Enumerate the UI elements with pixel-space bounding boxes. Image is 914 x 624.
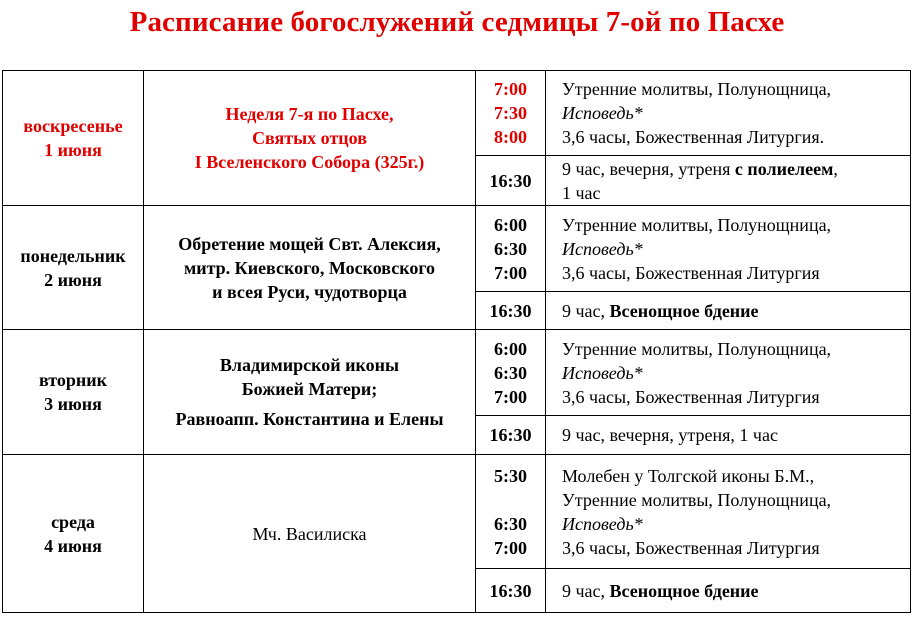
morning-services xyxy=(546,206,911,292)
feast-cell xyxy=(144,330,476,455)
morning-services xyxy=(546,455,911,569)
service-line: Исповедь* xyxy=(562,362,643,383)
morning-times xyxy=(476,206,546,292)
date-label: 3 июня xyxy=(44,394,102,414)
time-label: 6:30 xyxy=(494,238,527,259)
service-line: 3,6 часы, Божественная Литургия xyxy=(562,386,820,407)
feast-cell xyxy=(144,206,476,330)
date-label: 4 июня xyxy=(44,535,102,556)
page-title: Расписание богослужений седмицы 7-ой по Пасхе xyxy=(129,6,785,38)
day-row-wednesday xyxy=(3,455,911,569)
feast-cell xyxy=(144,71,476,206)
day-cell xyxy=(3,71,144,206)
service-text: 9 час, вечерня, утреня, 1 час xyxy=(562,425,778,445)
feast-line: I Вселенского Собора (325г.) xyxy=(194,152,425,172)
service-text: 9 час, xyxy=(562,300,610,321)
time-label: 8:00 xyxy=(494,127,527,147)
time-label: 6:30 xyxy=(494,362,527,383)
feast-line: Мч. Василиска xyxy=(252,523,367,544)
service-emphasis: с полиелеем xyxy=(734,158,834,179)
date-label: 2 июня xyxy=(44,269,102,290)
time-label: 5:30 xyxy=(494,465,527,486)
service-text: 9 час, вечерня, утреня xyxy=(562,158,735,179)
feast-cell xyxy=(144,455,476,613)
weekday-label: воскресенье xyxy=(23,116,123,136)
service-text: , xyxy=(833,158,838,179)
evening-service xyxy=(546,416,911,455)
evening-service xyxy=(546,292,911,330)
feast-line: и всея Руси, чудотворца xyxy=(212,281,407,302)
service-line: 1 час xyxy=(562,182,601,203)
feast-line: Святых отцов xyxy=(252,128,367,148)
service-line: 3,6 часы, Божественная Литургия xyxy=(562,537,820,558)
service-line: Молебен у Толгской иконы Б.М., xyxy=(562,465,815,486)
evening-time: 16:30 xyxy=(476,156,546,206)
service-line: Утренние молитвы, Полунощница, xyxy=(562,489,832,510)
morning-times xyxy=(476,71,546,156)
time-label: 7:00 xyxy=(494,537,527,558)
evening-time: 16:30 xyxy=(476,569,546,613)
time-label: 6:30 xyxy=(494,513,527,534)
feast-line: Равноапп. Константина и Елены xyxy=(175,409,444,429)
day-row-sunday xyxy=(3,71,911,156)
service-line: Утренние молитвы, Полунощница, xyxy=(562,79,832,99)
service-emphasis: Всенощное бдение xyxy=(609,300,759,321)
time-label: 7:00 xyxy=(494,262,527,283)
time-label: 7:30 xyxy=(494,103,527,123)
weekday-label: понедельник xyxy=(20,245,126,266)
feast-line: митр. Киевского, Московского xyxy=(183,257,436,278)
service-line: 3,6 часы, Божественная Литургия xyxy=(562,262,820,283)
feast-line: Обретение мощей Свт. Алексия, xyxy=(178,233,441,254)
service-line: Утренние молитвы, Полунощница, xyxy=(562,338,832,359)
service-line: Исповедь* xyxy=(562,513,643,534)
date-label: 1 июня xyxy=(44,140,102,160)
service-emphasis: Всенощное бдение xyxy=(609,580,759,601)
feast-line: Божией Матери; xyxy=(241,379,378,399)
service-line: Утренние молитвы, Полунощница, xyxy=(562,214,832,235)
day-row-monday xyxy=(3,206,911,292)
weekday-label: вторник xyxy=(38,370,107,390)
time-label: 7:00 xyxy=(494,79,527,99)
morning-times xyxy=(476,455,546,569)
evening-time: 16:30 xyxy=(476,292,546,330)
time-label: 6:00 xyxy=(494,214,527,235)
weekday-label: среда xyxy=(51,511,95,532)
morning-times xyxy=(476,330,546,416)
day-cell xyxy=(3,206,144,330)
evening-service xyxy=(546,156,911,206)
morning-services xyxy=(546,330,911,416)
evening-time: 16:30 xyxy=(476,416,546,455)
evening-service xyxy=(546,569,911,613)
day-row-tuesday xyxy=(3,330,911,416)
schedule-table xyxy=(2,70,911,613)
day-cell xyxy=(3,330,144,455)
service-line: Исповедь* xyxy=(562,238,643,259)
service-line: Исповедь* xyxy=(562,103,643,123)
time-label: 6:00 xyxy=(494,338,527,359)
day-cell xyxy=(3,455,144,613)
service-text: 9 час, xyxy=(562,580,610,601)
morning-services xyxy=(546,71,911,156)
feast-line: Владимирской иконы xyxy=(219,355,400,375)
feast-line: Неделя 7-я по Пасхе, xyxy=(225,104,394,124)
service-line: 3,6 часы, Божественная Литургия. xyxy=(562,127,825,147)
time-label: 7:00 xyxy=(494,386,527,407)
